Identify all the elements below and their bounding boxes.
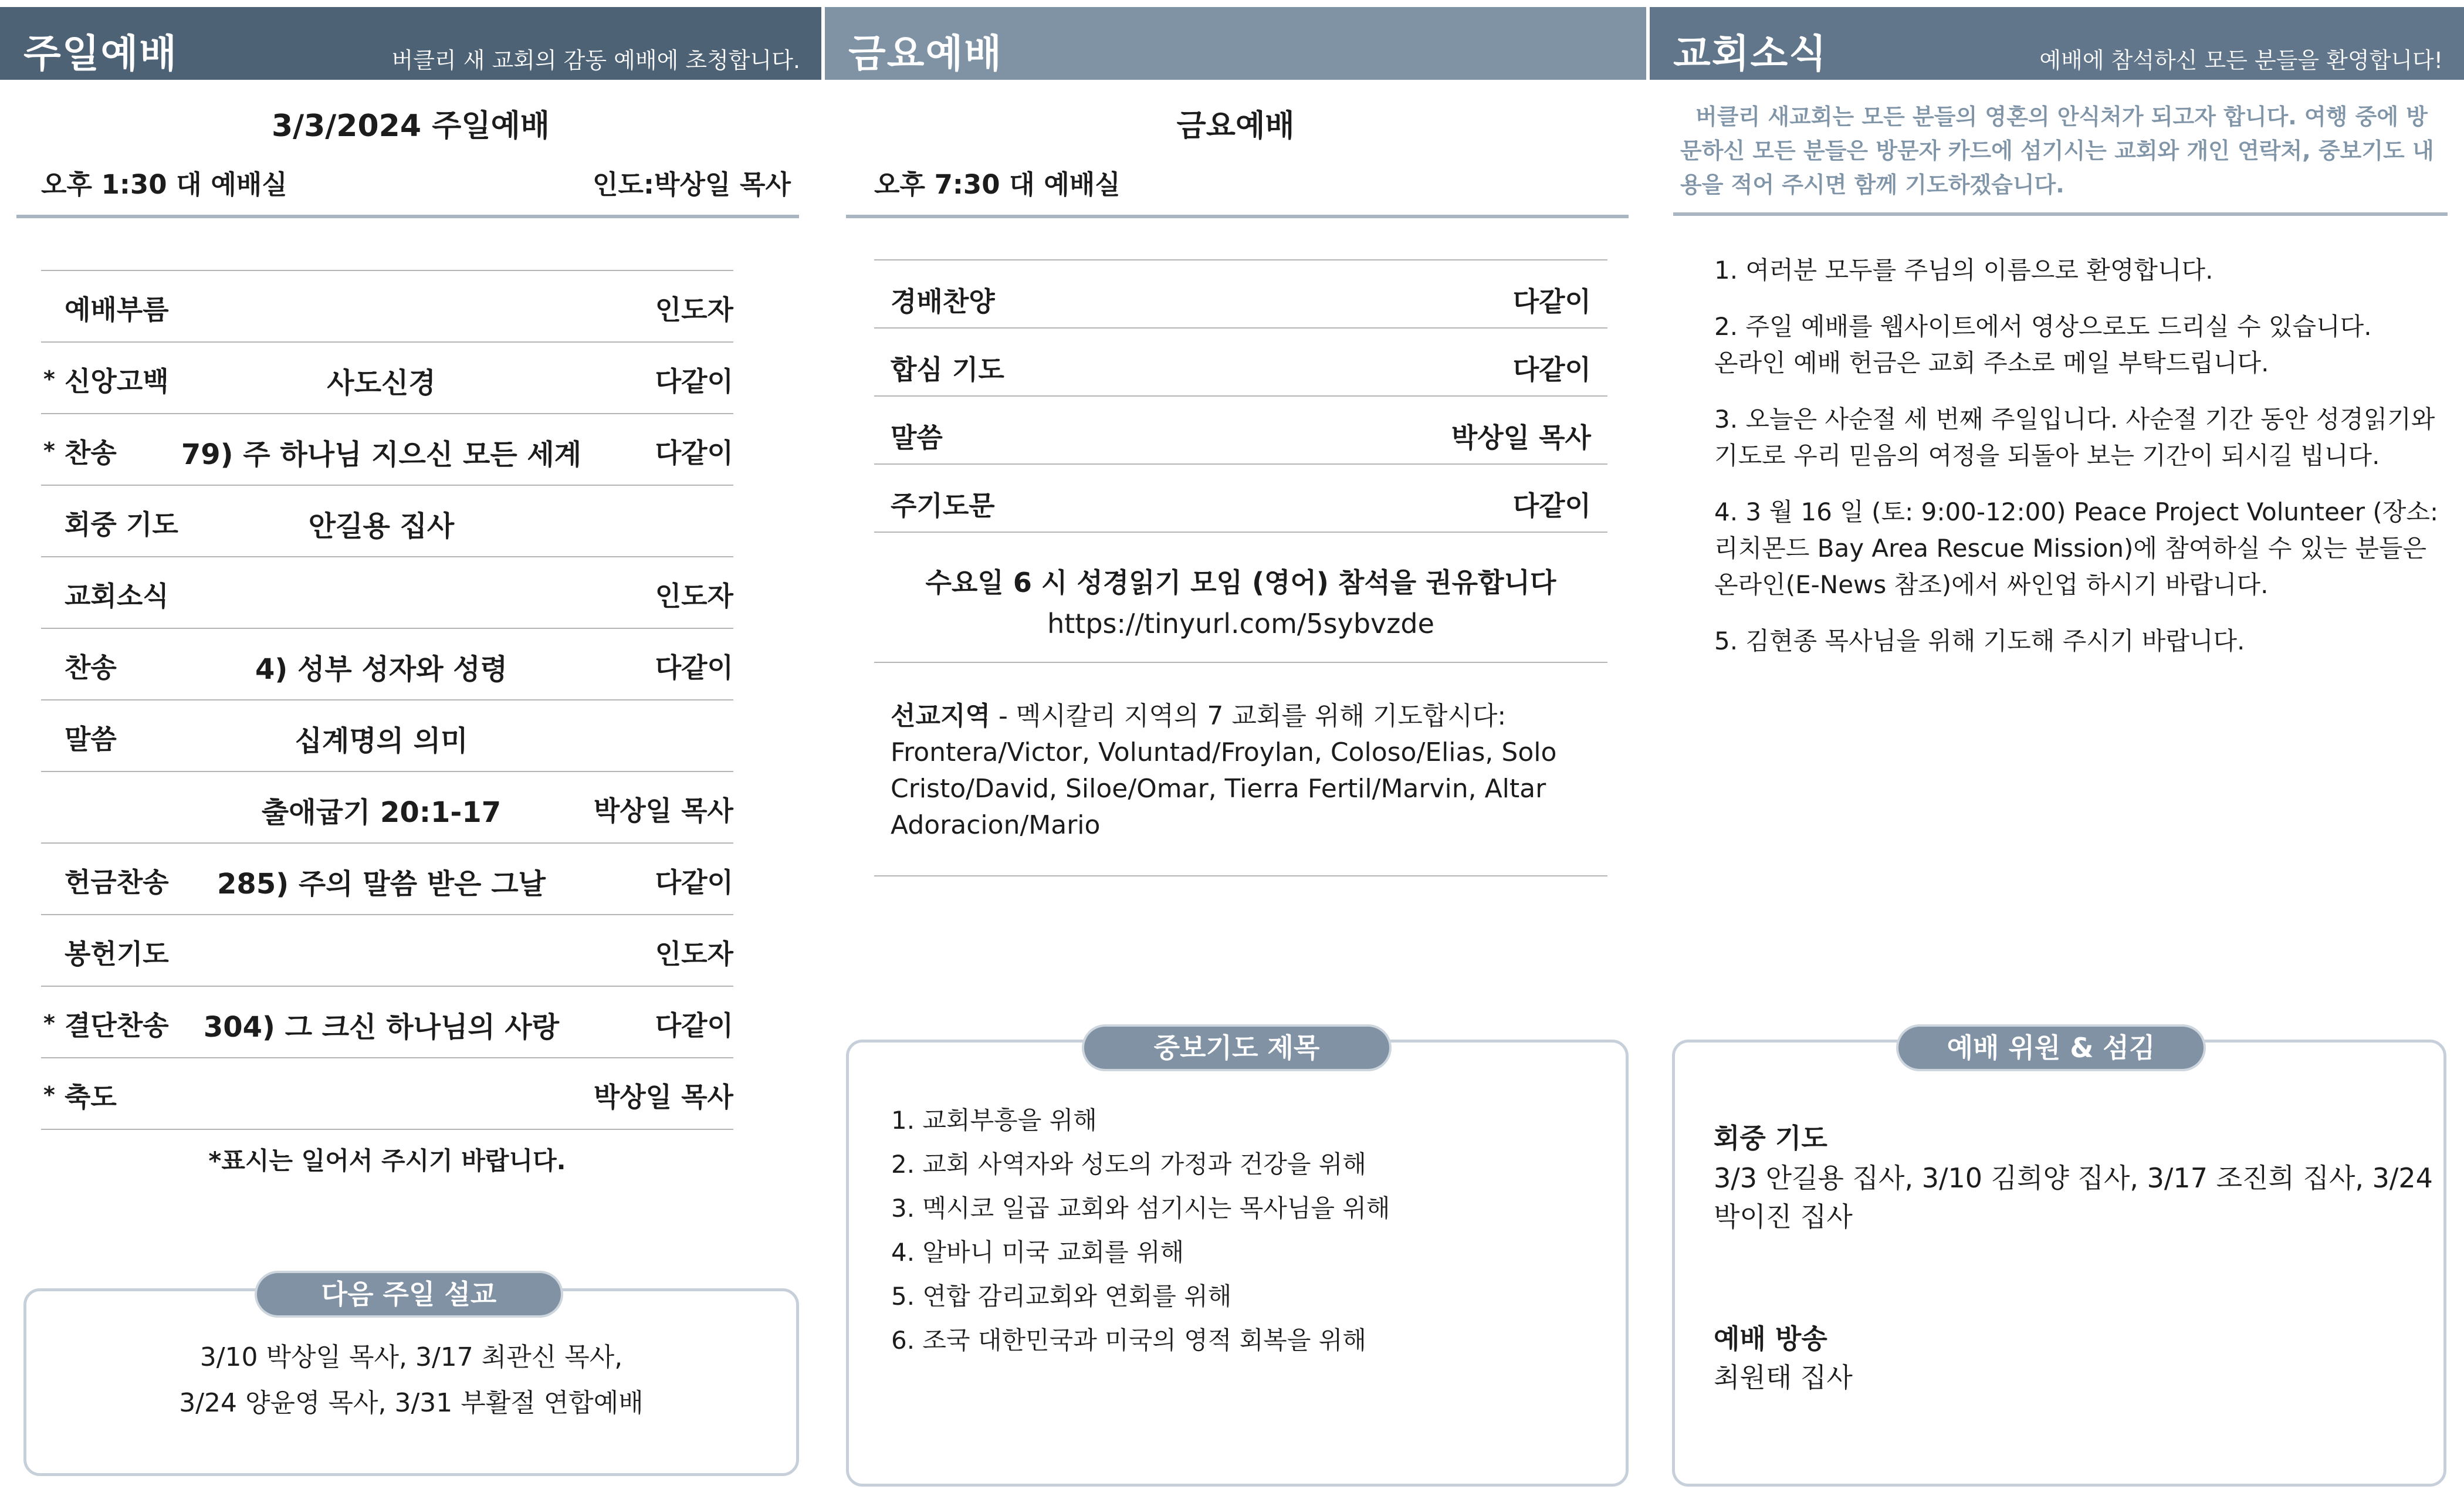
friday-header-title: 금요예배 [848,31,1003,76]
order-middle: 십계명의 의미 [295,725,468,757]
sunday-header-rule [16,215,799,218]
news-item-line: 온라인 예배 헌금은 교회 주소로 메일 부탁드립니다. [1714,348,2269,377]
order-row [41,413,733,486]
news-item-line: 온라인(E-News 참조)에서 싸인업 하시기 바랍니다. [1714,570,2269,599]
bible-study-invite: 수요일 6 시 성경읽기 모임 (영어) 참석을 권유합니다 [925,567,1556,598]
order-list-bottom-rule [41,1129,733,1130]
order-row [41,270,733,343]
next-sermon-line1: 3/10 박상일 목사, 3/17 최관신 목사, [199,1342,623,1372]
sunday-header-subtitle: 버클리 새 교회의 감동 예배에 초청합니다. [391,48,800,73]
serve-prayer-line2: 박이진 집사 [1714,1201,1853,1233]
prayer-item: 6. 조국 대한민국과 미국의 영적 회복을 위해 [891,1326,1366,1355]
news-item [1714,494,2442,603]
order-middle: 79) 주 하나님 지으신 모든 세계 [181,438,582,471]
news-item [1714,623,2442,659]
order-row [41,914,733,987]
order-leader: 다같이 [655,437,733,469]
friday-service-title: 금요예배 [1176,109,1295,144]
order-middle: 안길용 집사 [308,510,455,543]
friday-divider-1 [874,662,1607,663]
order-leader: 박상일 목사 [593,1081,733,1113]
order-label: 교회소식 [65,580,169,612]
friday-order-row [874,259,1607,333]
news-item-line: 2. 주일 예배를 웹사이트에서 영상으로도 드리실 수 있습니다. [1714,312,2372,341]
friday-header [825,7,1646,80]
news-item-line: 5. 김현종 목사님을 위해 기도해 주시기 바랍니다. [1714,627,2245,655]
serve-prayer-line1: 3/3 안길용 집사, 3/10 김희양 집사, 3/17 조진희 집사, 3/24 [1714,1162,2433,1194]
friday-order-row [874,327,1607,401]
news-header [1650,7,2464,80]
friday-order-label: 주기도문 [891,490,995,522]
order-label: 봉헌기도 [65,938,169,970]
order-leader: 다같이 [655,365,733,397]
mission-label: 선교지역 [891,701,991,731]
sunday-leader: 인도:박상일 목사 [593,169,791,200]
next-sermon-tag: 다음 주일 설교 [257,1273,561,1315]
prayer-box [846,1040,1629,1487]
sunday-header-title: 주일예배 [23,31,178,76]
serve-broadcast-label: 예배 방송 [1714,1323,1827,1355]
order-label: 축도 [65,1081,117,1113]
order-row [41,771,733,844]
news-item [1714,252,2442,289]
order-leader: 인도자 [655,294,733,326]
order-leader: 다같이 [655,867,733,898]
friday-time-place: 오후 7:30 대 예배실 [874,169,1121,200]
friday-order-leader: 박상일 목사 [1451,422,1591,453]
order-label: 회중 기도 [65,509,178,540]
friday-order-leader: 다같이 [1512,354,1591,385]
order-label: 예배부름 [65,294,169,326]
order-row [41,556,733,629]
next-sermon-box [23,1288,799,1476]
order-row [41,986,733,1058]
order-row [41,1057,733,1130]
order-star: * [43,366,55,392]
serve-box [1672,1040,2446,1487]
news-item-line: 3. 오늘은 사순절 세 번째 주일입니다. 사순절 기간 동안 성경읽기와 [1714,405,2435,434]
mission-intro: - 멕시칼리 지역의 7 교회를 위해 기도합시다: [990,701,1507,731]
order-leader: 박상일 목사 [593,795,733,827]
news-item [1714,401,2442,474]
order-middle: 285) 주의 말씀 받은 그날 [217,868,546,901]
news-list [1714,252,2442,679]
order-label: 헌금찬송 [65,867,169,898]
order-label: 찬송 [65,437,117,469]
serve-broadcast-name: 최원태 집사 [1714,1362,1853,1393]
order-label: 찬송 [65,652,117,683]
friday-order-leader: 다같이 [1512,490,1591,522]
friday-order-label: 경배찬양 [891,286,995,317]
church-news-panel [1650,7,2464,1496]
friday-order-bottom-rule [874,532,1607,533]
sunday-header [0,7,821,80]
friday-order-row [874,463,1607,537]
mission-line-1 [891,698,1606,735]
mission-line-4: Adoracion/Mario [891,810,1101,840]
order-leader: 인도자 [655,580,733,612]
news-header-subtitle: 예배에 참석하신 모든 분들을 환영합니다! [2039,48,2443,73]
sunday-time-place: 오후 1:30 대 예배실 [41,169,287,200]
order-row [41,699,733,772]
friday-header-rule [846,215,1629,218]
news-header-title: 교회소식 [1673,31,1828,76]
order-middle: 사도신경 [327,367,436,400]
serve-prayer-label: 회중 기도 [1714,1122,1827,1154]
prayer-item: 2. 교회 사역자와 성도의 가정과 건강을 위해 [891,1150,1366,1179]
order-middle: 출애굽기 20:1-17 [261,796,502,829]
order-star: * [43,1082,55,1108]
prayer-item: 5. 연합 감리교회와 연회를 위해 [891,1282,1232,1311]
news-item-line: 1. 여러분 모두를 주님의 이름으로 환영합니다. [1714,256,2213,285]
welcome-message: 버클리 새교회는 모든 분들의 영혼의 안식처가 되고자 합니다. 여행 중에 방문하신 모든 분들은 방문자 카드에 섬기시는 교회와 개인 연락처, 중보기도 내용을 적어 주시면 함께 기도하겠습니다. [1680,104,2434,198]
prayer-item: 3. 멕시코 일곱 교회와 섬기시는 목사님을 위해 [891,1194,1390,1223]
order-leader: 다같이 [655,652,733,683]
stand-note: *표시는 일어서 주시기 바랍니다. [208,1146,566,1175]
prayer-tag: 중보기도 제목 [1084,1027,1389,1069]
news-header-rule [1673,212,2448,216]
friday-order-label: 말씀 [891,422,943,453]
friday-divider-2 [874,875,1607,876]
news-item [1714,309,2442,381]
order-row [41,628,733,700]
bible-study-url: https://tinyurl.com/5sybvzde [1047,608,1434,639]
sunday-service-title: 3/3/2024 주일예배 [271,109,550,144]
news-item-line: 리치몬드 Bay Area Rescue Mission)에 참여하실 수 있는 분들은 [1714,534,2427,563]
prayer-item: 4. 알바니 미국 교회를 위해 [891,1238,1184,1267]
sunday-service-panel [0,7,821,1496]
order-label: 말씀 [65,723,117,755]
friday-order-leader: 다같이 [1512,286,1591,317]
mission-line-2: Frontera/Victor, Voluntad/Froylan, Coloso/Elias, Solo [891,737,1557,767]
prayer-item: 1. 교회부흥을 위해 [891,1106,1097,1135]
friday-order-label: 합심 기도 [891,354,1004,385]
friday-order-row [874,395,1607,469]
friday-service-panel [825,7,1646,1496]
order-row [41,842,733,915]
next-sermon-line2: 3/24 양윤영 목사, 3/31 부활절 연합예배 [179,1388,644,1418]
order-row [41,485,733,557]
order-star: * [43,1010,55,1036]
serve-tag: 예배 위원 & 섬김 [1898,1027,2204,1069]
news-item-line: 4. 3 월 16 일 (토: 9:00-12:00) Peace Project Volunteer (장소: [1714,497,2439,526]
order-middle: 304) 그 크신 하나님의 사랑 [203,1011,560,1044]
order-label: 신앙고백 [65,365,169,397]
order-leader: 인도자 [655,938,733,970]
mission-line-3: Cristo/David, Siloe/Omar, Tierra Fertil/Marvin, Altar [891,774,1546,804]
order-star: * [43,438,55,463]
news-item-line: 기도로 우리 믿음의 여정을 되돌아 보는 기간이 되시길 빕니다. [1714,441,2380,470]
order-leader: 다같이 [655,1010,733,1041]
order-row [41,341,733,414]
order-label: 결단찬송 [65,1010,169,1041]
order-middle: 4) 성부 성자와 성령 [255,653,508,686]
